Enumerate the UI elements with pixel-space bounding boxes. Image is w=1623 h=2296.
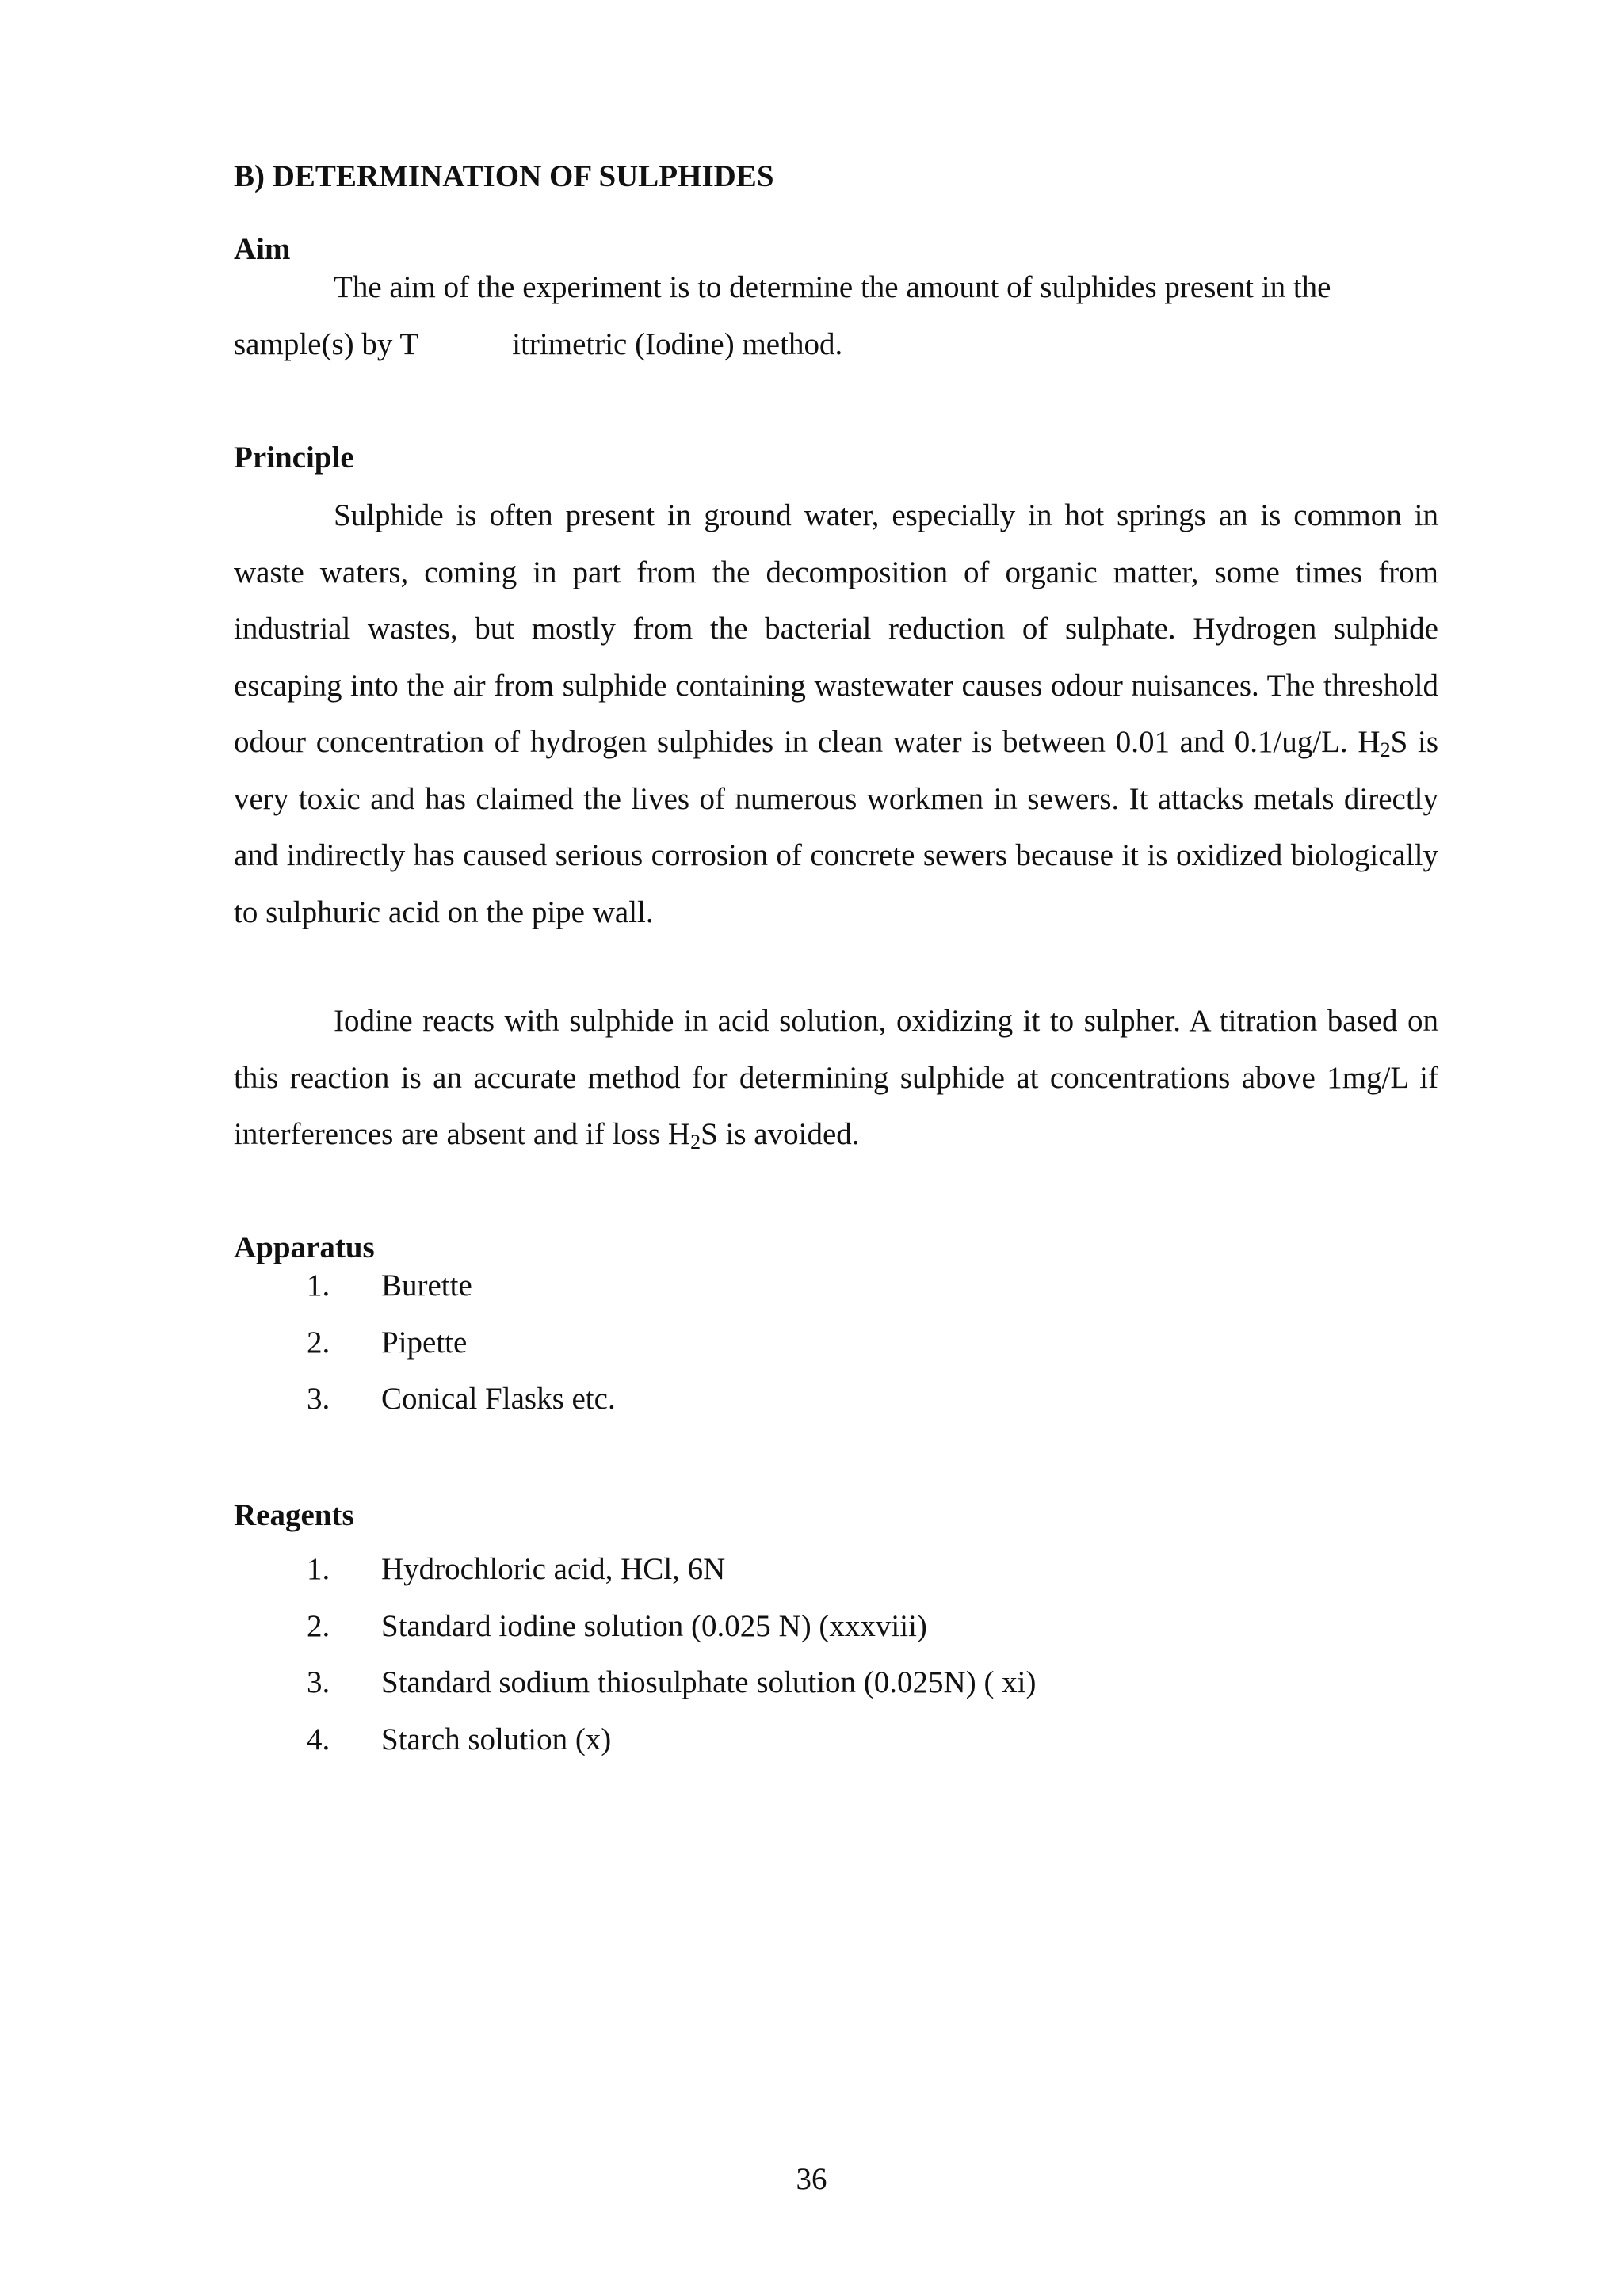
list-item-number: 2. xyxy=(307,1325,330,1360)
aim-text-line1: The aim of the experiment is to determine the amount of sulphides present in the xyxy=(334,270,1331,304)
list-item-text: Standard iodine solution (0.025 N) (xxxviii) xyxy=(381,1608,927,1643)
principle-paragraph-2 xyxy=(234,993,1438,1163)
list-item-number: 1. xyxy=(307,1552,330,1586)
list-item-number: 2. xyxy=(307,1608,330,1643)
principle-para1-text: Sulphide is often present in ground water, especially in hot springs an is common in waste waters, coming in part from the decomposition of organic matter, some times from industrial wastes, but mostly from the bacterial reduction of sulphate. Hydrogen sulphide escaping into the air from sulphide containing wastewater causes odour nuisances. The threshold odour concentration of hydrogen sulphides in clean water is between 0.01 and 0.1/ug/L. H xyxy=(234,498,1438,759)
list-item-number: 4. xyxy=(307,1722,330,1756)
list-item-text: Starch solution (x) xyxy=(381,1722,612,1756)
principle-heading: Principle xyxy=(234,441,354,475)
principle-para2-subscript: 2 xyxy=(690,1131,701,1154)
principle-para1-subscript: 2 xyxy=(1380,738,1391,761)
principle-paragraph-1 xyxy=(234,487,1438,940)
list-item-number: 3. xyxy=(307,1382,330,1416)
list-item-text: Conical Flasks etc. xyxy=(381,1382,616,1416)
list-item-text: Standard sodium thiosulphate solution (0.025N) ( xi) xyxy=(381,1665,1037,1699)
aim-text-line2-part1: sample(s) by T xyxy=(234,327,419,361)
aim-text-line2-part2: itrimetric (Iodine) method. xyxy=(512,327,843,361)
apparatus-heading: Apparatus xyxy=(234,1230,375,1264)
page-number: 36 xyxy=(796,2162,827,2196)
principle-para2-text: Iodine reacts with sulphide in acid solution, oxidizing it to sulpher. A titration based on this reaction is an accurate method for determining sulphide at concentrations above 1mg/L if interferences are absent and if loss H xyxy=(234,1004,1438,1151)
principle-para1-text-end: S is very toxic and has claimed the lives of numerous workmen in sewers. It attacks metals directly and indirectly has caused serious corrosion of concrete sewers because it is oxidized biologically to sulphuric acid on the pipe wall. xyxy=(234,725,1439,929)
list-item-text: Burette xyxy=(381,1268,472,1302)
aim-text-line2 xyxy=(234,326,842,362)
reagents-heading: Reagents xyxy=(234,1498,354,1532)
aim-heading: Aim xyxy=(234,232,291,266)
list-item-text: Hydrochloric acid, HCl, 6N xyxy=(381,1552,726,1586)
list-item-text: Pipette xyxy=(381,1325,468,1360)
list-item-number: 3. xyxy=(307,1665,330,1699)
list-item-number: 1. xyxy=(307,1268,330,1302)
principle-para2-text-end: S is avoided. xyxy=(701,1117,860,1151)
section-title: B) DETERMINATION OF SULPHIDES xyxy=(234,159,774,193)
